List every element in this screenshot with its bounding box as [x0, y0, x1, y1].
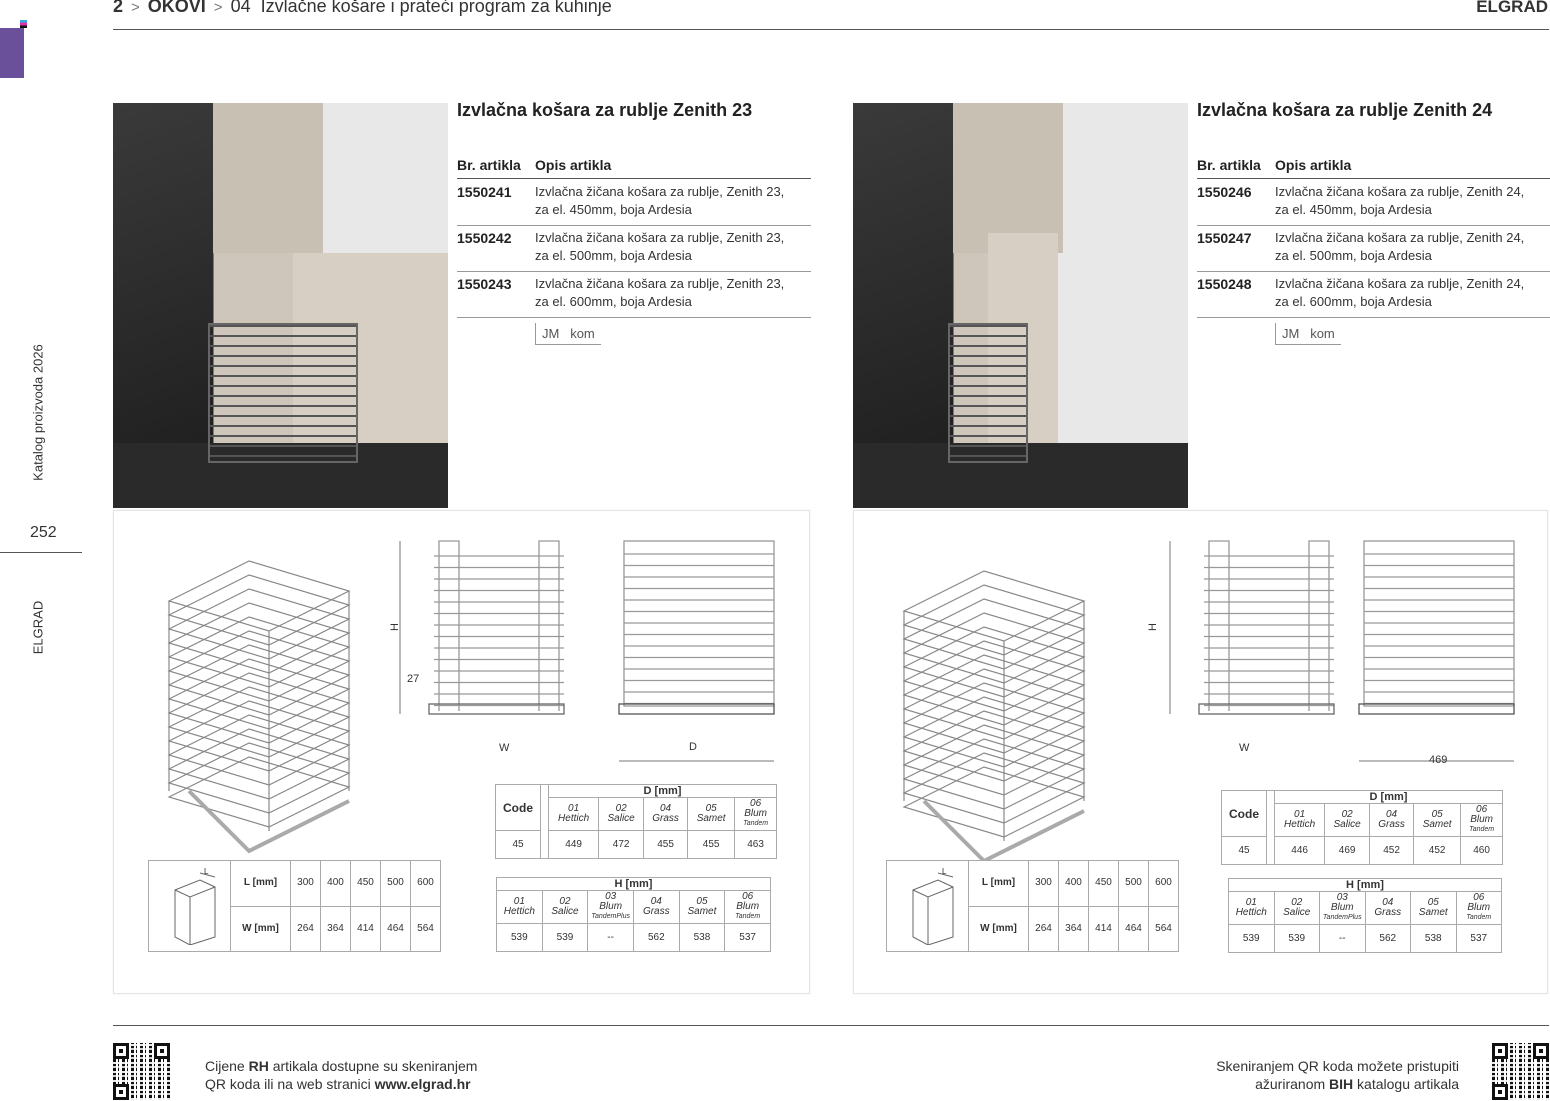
brand-header-text: Grass	[642, 906, 670, 917]
header-divider	[113, 29, 1549, 30]
l-value: 450	[1089, 861, 1119, 907]
size-table	[148, 860, 441, 952]
article-description	[535, 183, 784, 219]
brand-header	[633, 891, 679, 924]
w-value: 464	[381, 906, 411, 952]
table-header-divider	[1197, 178, 1550, 179]
brand-header	[1461, 804, 1503, 837]
l-value: 500	[1119, 861, 1149, 907]
footer-text: QR koda ili na web stranici	[205, 1076, 375, 1092]
brand-header	[1275, 804, 1325, 837]
brand-header	[735, 798, 777, 831]
footer-text: artikala dostupne su skeniranjem	[268, 1058, 478, 1074]
description-line: za el. 500mm, boja Ardesia	[1275, 248, 1432, 263]
basket-front-view	[1164, 536, 1354, 736]
d-value: 455	[644, 831, 688, 859]
d-value: 452	[1414, 837, 1461, 865]
breadcrumb-sub-number[interactable]: 04	[230, 0, 251, 16]
brand-header	[679, 891, 725, 924]
sidebar-brand: ELGRAD	[30, 600, 46, 655]
d-value: 460	[1461, 837, 1503, 865]
brand-header-text: 06	[1476, 804, 1488, 815]
footer-text-bold: BIH	[1329, 1076, 1354, 1092]
article-description	[535, 275, 784, 311]
brand-header-text: 04	[650, 896, 662, 907]
brand-header-text: 04	[1386, 809, 1398, 820]
brand-header-text: 01	[513, 896, 525, 907]
basket-front-view	[394, 536, 584, 736]
l-value: 450	[351, 861, 381, 907]
article-row[interactable]	[1197, 272, 1550, 318]
basket-3d-drawing	[894, 551, 1104, 871]
brand-header-text: 05	[705, 803, 717, 814]
basket-side-view	[614, 536, 789, 771]
w-value: 414	[351, 906, 381, 952]
column-header-description: Opis artikla	[535, 157, 612, 173]
brand-header-text: Salice	[1283, 907, 1311, 918]
footer-text: katalogu artikala	[1353, 1076, 1459, 1092]
brand-header	[1370, 804, 1414, 837]
brand-header-text: Grass	[1378, 819, 1405, 830]
unit-of-measure	[535, 323, 601, 345]
brand-header	[599, 798, 644, 831]
dimension-h: H	[388, 623, 401, 631]
description-line: Izvlačna žičana košara za rublje, Zenith 23,	[535, 230, 785, 245]
d-value: 472	[599, 831, 644, 859]
brand-header-text: 05	[1431, 809, 1443, 820]
h-value: 538	[1411, 925, 1457, 953]
brand-header-text: 01	[1245, 897, 1257, 908]
d-value: 463	[735, 831, 777, 859]
h-value: 562	[633, 924, 679, 952]
brand-header-text: Blum	[744, 808, 767, 819]
brand-header-text: Blum	[1467, 902, 1491, 913]
brand-header-text: 05	[1427, 897, 1439, 908]
page-number: 252	[30, 524, 57, 541]
product-photo	[853, 103, 1188, 508]
print-color-marks	[20, 20, 27, 28]
h-value: 562	[1365, 925, 1411, 953]
article-code: 1550243	[457, 276, 512, 292]
description-line: za el. 500mm, boja Ardesia	[535, 248, 692, 263]
size-table	[886, 860, 1179, 952]
code-value: 45	[1222, 837, 1267, 865]
sidebar-divider	[0, 552, 82, 553]
brand-header	[1456, 892, 1502, 925]
chevron-right-icon: >	[131, 0, 140, 16]
website-link[interactable]: www.elgrad.hr	[374, 1076, 471, 1092]
code-value: 45	[496, 831, 541, 859]
unit-value: kom	[1310, 326, 1335, 341]
description-line: za el. 450mm, boja Ardesia	[1275, 202, 1432, 217]
breadcrumb	[113, 0, 612, 17]
breadcrumb-sub-title[interactable]: Izvlačne košare i prateći program za kuhinje	[260, 0, 612, 16]
w-value: 564	[411, 906, 441, 952]
article-description	[535, 229, 784, 265]
l-value: 600	[1149, 861, 1179, 907]
code-header: Code	[1222, 791, 1267, 837]
footer-left-text	[205, 1057, 477, 1093]
description-line: Izvlačna žičana košara za rublje, Zenith 24,	[1275, 276, 1525, 291]
column-header-code: Br. artikla	[457, 157, 521, 173]
brand-header-text: 04	[660, 803, 672, 814]
brand-header-text: Blum	[1470, 814, 1493, 825]
h-dimension-table	[1228, 878, 1502, 953]
d-title: D [mm]	[549, 785, 777, 798]
code-header: Code	[496, 785, 541, 831]
article-code: 1550248	[1197, 276, 1252, 292]
d-value: 446	[1275, 837, 1325, 865]
column-header-code: Br. artikla	[1197, 157, 1261, 173]
article-code: 1550242	[457, 230, 512, 246]
w-value: 264	[291, 906, 321, 952]
breadcrumb-chapter[interactable]: 2	[113, 0, 124, 16]
w-value: 364	[1059, 906, 1089, 952]
dimension-d: D	[689, 741, 697, 753]
article-description	[1275, 229, 1524, 265]
brand-header-text: Tandem	[743, 820, 769, 827]
brand-header-text: Salice	[1333, 819, 1361, 830]
article-code: 1550241	[457, 184, 512, 200]
article-row[interactable]	[457, 272, 811, 318]
dimension-w: W	[499, 742, 510, 754]
brand-header	[688, 798, 735, 831]
h-value: 539	[497, 924, 543, 952]
brand-header-text: TandemPlus	[1322, 914, 1362, 921]
dimension-d: 469	[1429, 754, 1448, 766]
l-label: L [mm]	[969, 861, 1029, 907]
w-label: W [mm]	[231, 906, 291, 952]
h-value: 539	[542, 924, 588, 952]
brand-header	[644, 798, 688, 831]
l-value: 400	[1059, 861, 1089, 907]
cabinet-sketch	[887, 861, 969, 952]
l-value: 500	[381, 861, 411, 907]
brand-header-text: Blum	[599, 901, 623, 912]
l-value: 400	[321, 861, 351, 907]
dimension-l: L	[203, 866, 208, 876]
dimension-offset: 27	[407, 673, 420, 685]
brand-header-text: 06	[750, 798, 762, 809]
footer-divider	[113, 1025, 1549, 1026]
brand-header	[497, 891, 543, 924]
h-dimension-table	[496, 877, 771, 952]
footer-text: ažuriranom	[1255, 1076, 1330, 1092]
article-description	[1275, 275, 1524, 311]
description-line: Izvlačna žičana košara za rublje, Zenith 24,	[1275, 184, 1525, 199]
brand-header-text: Blum	[1330, 902, 1354, 913]
brand-header	[725, 891, 771, 924]
d-value: 469	[1325, 837, 1370, 865]
column-header-description: Opis artikla	[1275, 157, 1352, 173]
d-dimension-table	[1221, 790, 1503, 865]
brand-header	[588, 891, 634, 924]
brand-header-text: 02	[559, 896, 571, 907]
brand-header-text: Grass	[1374, 907, 1402, 918]
brand-header-text: Hettich	[1284, 819, 1316, 830]
brand-header	[1414, 804, 1461, 837]
description-line: Izvlačna žičana košara za rublje, Zenith 23,	[535, 276, 785, 291]
brand-header-text: Samet	[696, 813, 726, 824]
brand-header-text: 03	[605, 891, 617, 902]
brand-header-text: 02	[1291, 897, 1303, 908]
dimension-l: L	[941, 866, 946, 876]
w-value: 414	[1089, 906, 1119, 952]
h-value: --	[1320, 925, 1366, 953]
brand-header	[1274, 892, 1320, 925]
l-value: 300	[1029, 861, 1059, 907]
cabinet-sketch	[149, 861, 231, 952]
d-dimension-table	[495, 784, 777, 859]
brand-header-text: Tandem	[735, 913, 761, 920]
basket-side-view	[1354, 536, 1529, 771]
brand-header-text: Salice	[607, 813, 635, 824]
footer-right-text	[1216, 1057, 1459, 1093]
brand-header	[542, 891, 588, 924]
product-photo	[113, 103, 448, 508]
chevron-right-icon: >	[213, 0, 223, 16]
qr-code-rh[interactable]	[113, 1043, 170, 1100]
article-code: 1550246	[1197, 184, 1252, 200]
brand-header-text: 01	[568, 803, 580, 814]
basket-3d-drawing	[159, 541, 369, 861]
article-code: 1550247	[1197, 230, 1252, 246]
brand-header-text: Samet	[1418, 907, 1448, 918]
technical-drawing-panel	[853, 510, 1548, 994]
brand-header-text: 04	[1382, 897, 1394, 908]
article-row[interactable]	[457, 180, 811, 226]
brand-header-text: Salice	[551, 906, 579, 917]
brand-header-text: Hettich	[503, 906, 535, 917]
brand-header-text: Hettich	[1235, 907, 1267, 918]
brand-header	[549, 798, 599, 831]
l-label: L [mm]	[231, 861, 291, 907]
brand-header-text: Tandem	[1469, 826, 1495, 833]
d-value: 452	[1370, 837, 1414, 865]
brand-header-text: 06	[742, 891, 754, 902]
description-line: Izvlačna žičana košara za rublje, Zenith 23,	[535, 184, 785, 199]
article-row[interactable]	[1197, 226, 1550, 272]
article-description	[1275, 183, 1524, 219]
brand-name: ELGRAD	[1476, 0, 1548, 16]
w-label: W [mm]	[969, 906, 1029, 952]
brand-header-text: 02	[615, 803, 627, 814]
brand-header-text: 02	[1341, 809, 1353, 820]
article-row[interactable]	[1197, 180, 1550, 226]
brand-header	[1320, 892, 1366, 925]
unit-of-measure	[1275, 323, 1341, 345]
h-value: 538	[679, 924, 725, 952]
footer-text: Skeniranjem QR koda možete pristupiti	[1216, 1058, 1459, 1074]
h-value: 539	[1229, 925, 1275, 953]
brand-header-text: Tandem	[1466, 914, 1492, 921]
breadcrumb-section[interactable]: OKOVI	[147, 0, 206, 16]
description-line: za el. 600mm, boja Ardesia	[1275, 294, 1432, 309]
brand-header-text: Grass	[652, 813, 679, 824]
h-title: H [mm]	[497, 878, 771, 891]
d-title: D [mm]	[1275, 791, 1503, 804]
brand-header-text: 06	[1473, 892, 1485, 903]
qr-code-bih[interactable]	[1492, 1043, 1549, 1100]
unit-label: JM	[1282, 326, 1300, 341]
product-title: Izvlačna košara za rublje Zenith 24	[1197, 100, 1493, 120]
dimension-w: W	[1239, 742, 1250, 754]
l-value: 300	[291, 861, 321, 907]
brand-header	[1229, 892, 1275, 925]
w-value: 464	[1119, 906, 1149, 952]
w-value: 564	[1149, 906, 1179, 952]
brand-header	[1325, 804, 1370, 837]
brand-header-text: Samet	[1422, 819, 1452, 830]
footer-text: Cijene	[205, 1058, 249, 1074]
h-title: H [mm]	[1229, 879, 1502, 892]
product-title: Izvlačna košara za rublje Zenith 23	[457, 100, 753, 120]
w-value: 264	[1029, 906, 1059, 952]
h-value: 539	[1274, 925, 1320, 953]
technical-drawing-panel	[113, 510, 810, 994]
brand-header-text: 03	[1336, 892, 1348, 903]
brand-header-text: 05	[696, 896, 708, 907]
section-color-tab	[0, 28, 24, 78]
unit-label: JM	[542, 326, 560, 341]
brand-header-text: TandemPlus	[591, 913, 630, 920]
h-value: 537	[725, 924, 771, 952]
l-value: 600	[411, 861, 441, 907]
h-value: 537	[1456, 925, 1502, 953]
footer-text-bold: RH	[248, 1058, 269, 1074]
table-header-divider	[457, 178, 811, 179]
brand-header-text: Hettich	[558, 813, 590, 824]
dimension-h: H	[1146, 623, 1159, 631]
description-line: Izvlačna žičana košara za rublje, Zenith 24,	[1275, 230, 1525, 245]
brand-header-text: Samet	[687, 906, 717, 917]
brand-header	[1411, 892, 1457, 925]
h-value: --	[588, 924, 634, 952]
unit-value: kom	[570, 326, 595, 341]
brand-header-text: Blum	[736, 901, 760, 912]
d-value: 449	[549, 831, 599, 859]
catalog-label: Katalog proizvoda 2026	[30, 344, 46, 481]
d-value: 455	[688, 831, 735, 859]
w-value: 364	[321, 906, 351, 952]
description-line: za el. 600mm, boja Ardesia	[535, 294, 692, 309]
article-row[interactable]	[457, 226, 811, 272]
description-line: za el. 450mm, boja Ardesia	[535, 202, 692, 217]
brand-header-text: 01	[1294, 809, 1306, 820]
brand-header	[1365, 892, 1411, 925]
